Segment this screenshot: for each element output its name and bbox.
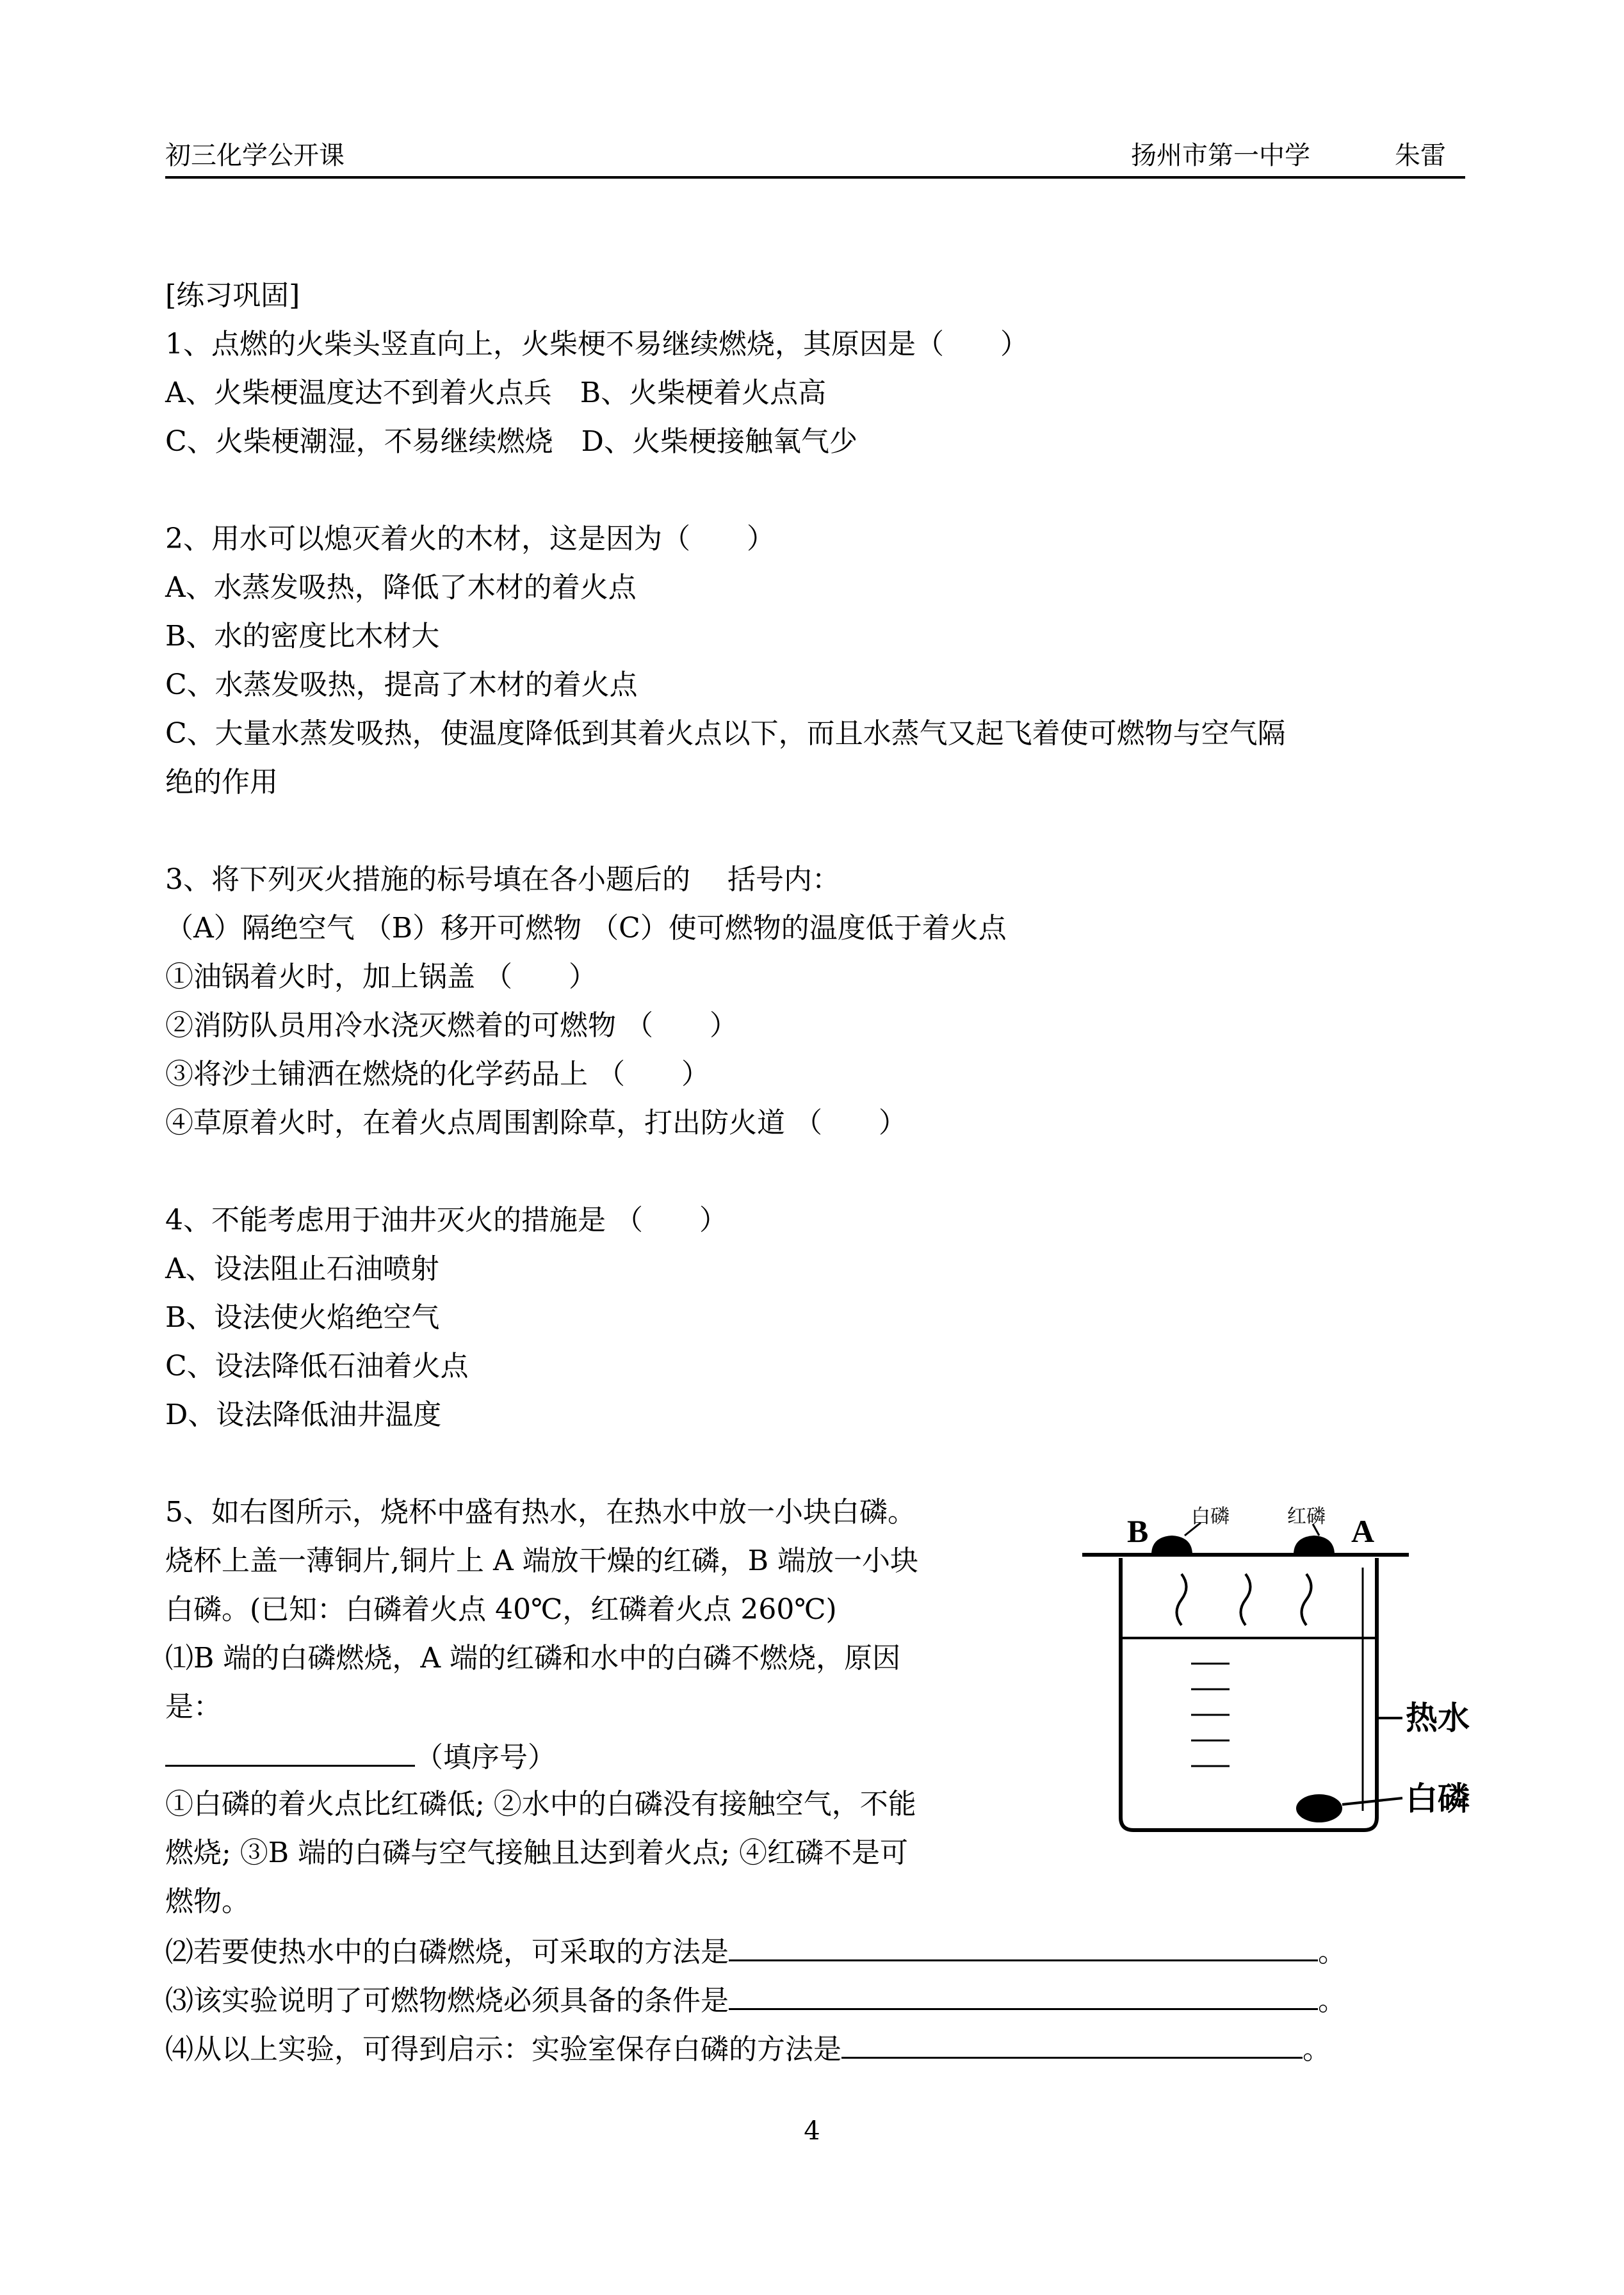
white-phosphorus-top [1151,1536,1192,1555]
q5-sub3-period: 。 [1318,1984,1346,2017]
q5-fill-row [165,1737,556,1777]
q5-sub2-text: ⑵若要使热水中的白磷燃烧，可采取的方法是 [165,1936,729,1968]
q1-stem: 1、点燃的火柴头竖直向上，火柴梗不易继续燃烧，其原因是（ ） [165,328,1028,361]
q4-option-b: B、设法使火焰绝空气 [165,1301,440,1334]
label-white-bottom: 白磷 [1406,1780,1470,1817]
q5-sub2-row [165,1931,1346,1972]
beaker-figure [1076,1497,1511,1843]
q5-sub3-answer-blank[interactable] [729,1980,1318,2010]
q4-option-a: A、设法阻止石油喷射 [165,1253,439,1285]
q5-sub4-answer-blank[interactable] [841,2029,1303,2059]
label-a: A [1351,1513,1375,1549]
q2-option-d-line1: C、大量水蒸发吸热，使温度降低到其着火点以下，而且水蒸气又起飞着使可燃物与空气隔 [165,717,1286,750]
header-author: 朱雷 [1395,141,1446,170]
q5-sub2-period: 。 [1318,1936,1346,1968]
q5-sub4-text: ⑷从以上实验，可得到启示：实验室保存白磷的方法是 [165,2033,841,2066]
q5-sub3-row [165,1980,1346,2020]
q2-option-a: A、水蒸发吸热，降低了木材的着火点 [165,571,637,604]
label-b: B [1127,1513,1149,1549]
q2-stem: 2、用水可以熄灭着火的木材，这是因为（ ） [165,523,775,555]
q5-sub4-row [165,2029,1331,2069]
steam-wisp-3 [1302,1574,1311,1625]
q5-fill-suffix: （填序号） [415,1741,556,1774]
leader-white-bottom [1342,1798,1402,1804]
label-hot-water: 热水 [1406,1699,1470,1737]
q4-option-d: D、设法降低油井温度 [165,1399,442,1431]
q3-item4: ④草原着火时，在着火点周围割除草，打出防火道 （ ） [165,1107,907,1139]
q4-stem: 4、不能考虑用于油井灭火的措施是 （ ） [165,1204,727,1237]
page-header [165,131,1465,179]
q3-stem: 3、将下列灭火措施的标号填在各小题后的 括号内： [165,863,840,896]
q4-option-c: C、设法降低石油着火点 [165,1350,469,1383]
q5-sub1-answer-blank[interactable] [165,1737,415,1767]
q5-line1: 5、如右图所示，烧杯中盛有热水，在热水中放一小块白磷。 [165,1496,916,1529]
q5-sub4-period: 。 [1303,2033,1331,2066]
q5-sub1-line2: 是： [165,1691,222,1723]
q3-item1: ①油锅着火时，加上锅盖 （ ） [165,961,597,993]
q5-reason-line3: 燃物。 [165,1885,250,1918]
q5-reason-line1: ①白磷的着火点比红磷低; ②水中的白磷没有接触空气，不能 [165,1788,916,1821]
q1-options-line1: A、火柴梗温度达不到着火点兵 B、火柴梗着火点高 [165,377,827,409]
q3-choices: （A）隔绝空气 （B）移开可燃物 （C）使可燃物的温度低于着火点 [165,912,1007,945]
beaker-wall [1121,1558,1377,1830]
q5-reason-line2: 燃烧; ③B 端的白磷与空气接触且达到着火点; ④红磷不是可 [165,1837,908,1869]
q5-line3: 白磷。(已知：白磷着火点 40℃，红磷着火点 260℃) [165,1593,837,1626]
steam-wisp-1 [1177,1574,1187,1625]
q5-line2: 烧杯上盖一薄铜片,铜片上 A 端放干燥的红磷，B 端放一小块 [165,1545,919,1577]
q2-option-b: B、水的密度比木材大 [165,620,440,653]
q3-item3: ③将沙土铺洒在燃烧的化学药品上 （ ） [165,1058,710,1091]
label-red-top: 红磷 [1287,1505,1326,1528]
steam-wisp-2 [1241,1574,1251,1625]
q5-sub2-answer-blank[interactable] [729,1931,1318,1961]
beaker-diagram [1076,1497,1511,1843]
q5-sub3-text: ⑶该实验说明了可燃物燃烧必须具备的条件是 [165,1984,729,2017]
red-phosphorus-top [1294,1536,1335,1555]
q5-sub1-line1: ⑴B 端的白磷燃烧，A 端的红磷和水中的白磷不燃烧，原因 [165,1642,901,1675]
white-phosphorus-water [1296,1794,1342,1822]
header-course: 初三化学公开课 [165,141,345,170]
label-white-top: 白磷 [1191,1505,1230,1528]
section-title: [练习巩固] [165,279,300,312]
q1-options-line2: C、火柴梗潮湿，不易继续燃烧 D、火柴梗接触氧气少 [165,425,857,458]
q2-option-c: C、水蒸发吸热，提高了木材的着火点 [165,669,638,701]
q2-option-d-line2: 绝的作用 [165,766,278,799]
q3-item2: ②消防队员用冷水浇灭燃着的可燃物 （ ） [165,1009,738,1042]
header-school: 扬州市第一中学 [1131,141,1310,170]
page-number: 4 [804,2116,820,2146]
